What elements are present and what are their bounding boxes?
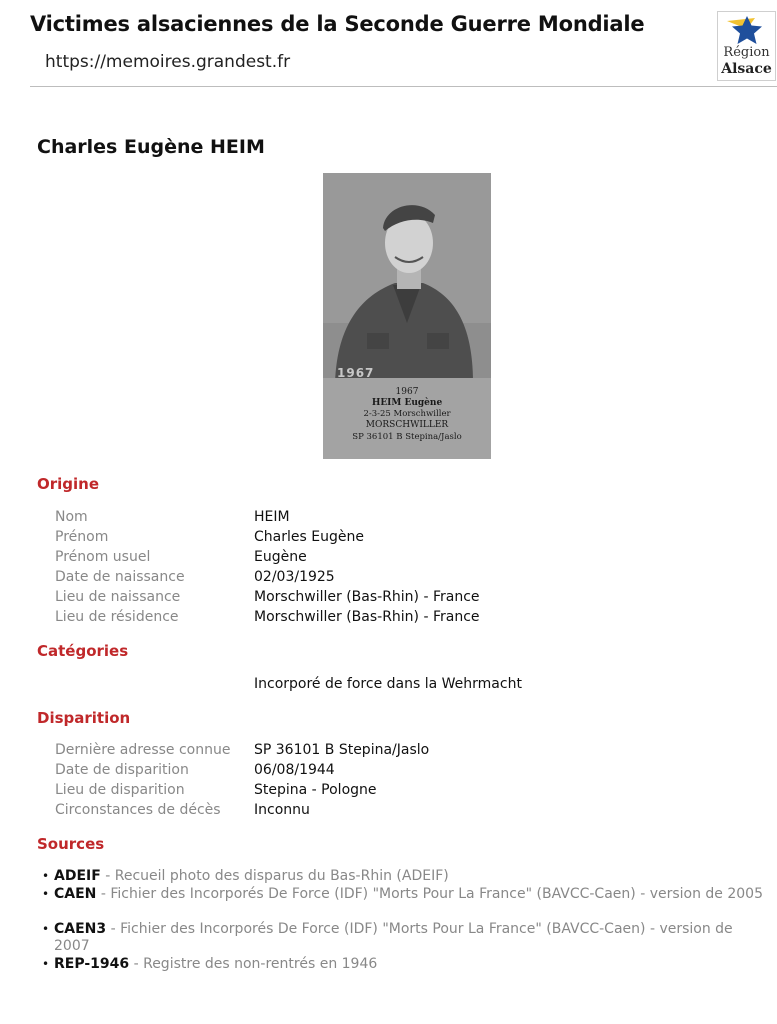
field-value: 06/08/1944 bbox=[254, 762, 335, 778]
field-label: Date de naissance bbox=[55, 569, 185, 585]
field-value: HEIM bbox=[254, 509, 290, 525]
field-label: Lieu de disparition bbox=[55, 782, 185, 798]
section-heading-disparition: Disparition bbox=[37, 709, 131, 727]
section-heading-origine: Origine bbox=[37, 475, 100, 493]
photo-stamp: 1967 bbox=[337, 366, 375, 380]
field-label: Nom bbox=[55, 509, 88, 525]
photo-caption-address: SP 36101 B Stepina/Jaslo bbox=[352, 432, 462, 442]
source-description: - Fichier des Incorporés De Force (IDF) "Morts Pour La France" (BAVCC-Caen) - version de 2005 bbox=[96, 886, 763, 902]
source-description: - Fichier des Incorporés De Force (IDF) "Morts Pour La France" (BAVCC-Caen) - version de 2007 bbox=[54, 921, 733, 954]
region-alsace-logo bbox=[717, 11, 776, 81]
field-value: Stepina - Pologne bbox=[254, 782, 377, 798]
person-name: Charles Eugène HEIM bbox=[37, 136, 265, 158]
source-description: - Recueil photo des disparus du Bas-Rhin (ADEIF) bbox=[100, 868, 449, 884]
source-code: REP-1946 bbox=[54, 956, 130, 972]
photo-caption-name: HEIM Eugène bbox=[371, 398, 443, 408]
photo-caption-birth: 2-3-25 Morschwiller bbox=[363, 409, 451, 419]
section-heading-sources: Sources bbox=[37, 835, 105, 853]
logo-text-alsace: Alsace bbox=[721, 61, 772, 77]
site-url[interactable]: https://memoires.grandest.fr bbox=[45, 52, 291, 72]
logo-text-region: Région bbox=[723, 45, 770, 60]
bullet-icon: • bbox=[42, 957, 50, 971]
bullet-icon: • bbox=[42, 922, 50, 936]
section-heading-categories: Catégories bbox=[37, 642, 129, 660]
photo-caption-town: MORSCHWILLER bbox=[365, 420, 449, 430]
field-label: Circonstances de décès bbox=[55, 802, 221, 818]
person-photo bbox=[323, 173, 491, 459]
field-value: Inconnu bbox=[254, 802, 310, 818]
field-value: Charles Eugène bbox=[254, 529, 364, 545]
field-value: Morschwiller (Bas-Rhin) - France bbox=[254, 589, 480, 605]
header-divider bbox=[30, 86, 777, 87]
field-label: Dernière adresse connue bbox=[55, 742, 231, 758]
field-label: Prénom usuel bbox=[55, 549, 151, 565]
source-code: CAEN3 bbox=[54, 921, 107, 937]
field-label: Lieu de résidence bbox=[55, 609, 179, 625]
field-label: Lieu de naissance bbox=[55, 589, 181, 605]
field-value: 02/03/1925 bbox=[254, 569, 335, 585]
page-header bbox=[0, 0, 777, 88]
field-value: Morschwiller (Bas-Rhin) - France bbox=[254, 609, 480, 625]
field-label: Prénom bbox=[55, 529, 109, 545]
field-value: SP 36101 B Stepina/Jaslo bbox=[254, 742, 430, 758]
star-logo-icon bbox=[725, 15, 769, 47]
source-code: ADEIF bbox=[54, 868, 101, 884]
category-value: Incorporé de force dans la Wehrmacht bbox=[254, 676, 522, 692]
source-description: - Registre des non-rentrés en 1946 bbox=[129, 956, 378, 972]
bullet-icon: • bbox=[42, 869, 50, 883]
site-title: Victimes alsaciennes de la Seconde Guerre Mondiale bbox=[30, 12, 645, 36]
field-value: Eugène bbox=[254, 549, 307, 565]
source-code: CAEN bbox=[54, 886, 97, 902]
bullet-icon: • bbox=[42, 887, 50, 901]
field-label: Date de disparition bbox=[55, 762, 189, 778]
photo-caption-year: 1967 bbox=[395, 387, 419, 397]
